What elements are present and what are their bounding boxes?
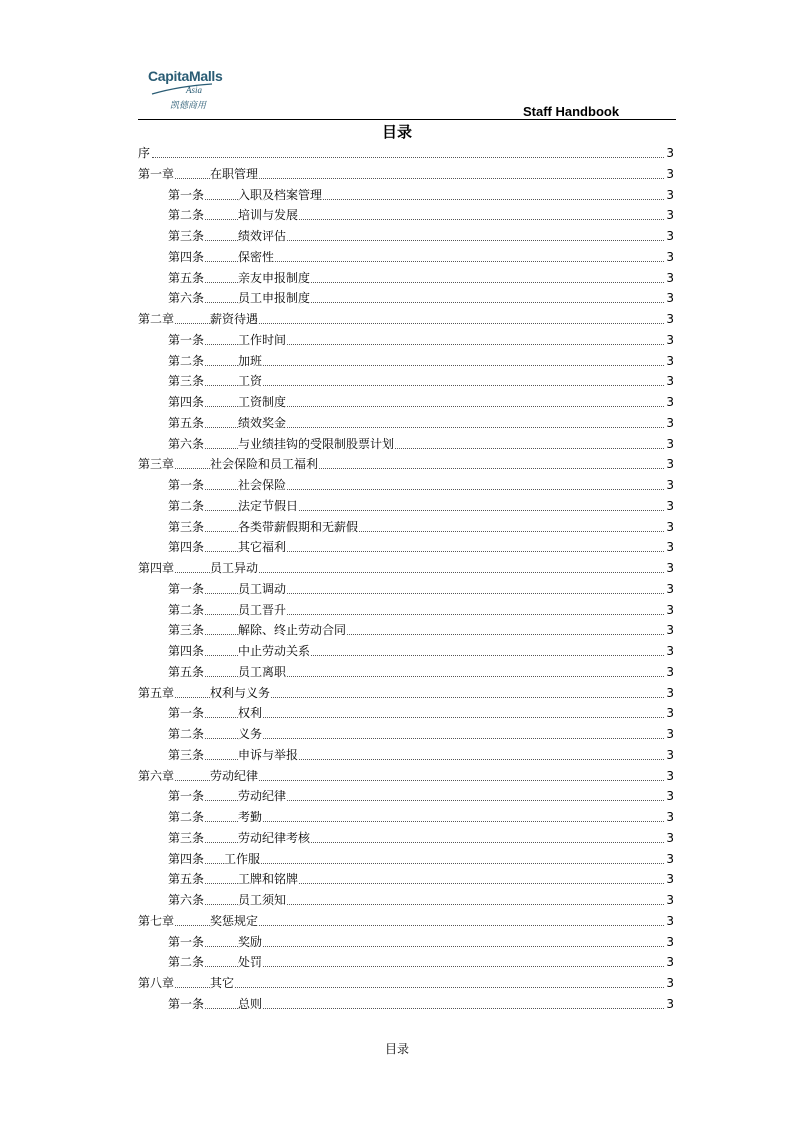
toc-entry[interactable] — [138, 392, 674, 413]
logo-sub-text: Asia — [186, 85, 203, 95]
toc-title: 目录 — [381, 123, 412, 141]
toc-entry-page: 3 — [666, 247, 674, 268]
toc-entry-label: 员工调动 — [238, 579, 287, 600]
toc-entry-page: 3 — [666, 205, 674, 226]
toc-entry-page: 3 — [666, 537, 674, 558]
toc-entry[interactable] — [138, 786, 674, 807]
toc-entry-page: 3 — [666, 973, 674, 994]
toc-entry-number: 第一条 — [168, 994, 205, 1015]
toc-entry[interactable] — [138, 952, 674, 973]
toc-entry-label: 劳动纪律 — [238, 786, 287, 807]
toc-entry-number: 第二条 — [168, 952, 205, 973]
toc-entry-label: 工资 — [238, 371, 263, 392]
toc-entry-page: 3 — [666, 454, 674, 475]
toc-entry[interactable] — [138, 869, 674, 890]
toc-entry[interactable] — [138, 475, 674, 496]
toc-entry[interactable] — [138, 849, 674, 870]
toc-entry-number: 第五条 — [168, 662, 205, 683]
toc-entry-label: 绩效评估 — [238, 226, 287, 247]
toc-entry-label: 总则 — [238, 994, 263, 1015]
toc-entry[interactable] — [138, 641, 674, 662]
logo-brand-text: CapitaMalls — [148, 68, 223, 84]
toc-entry-label: 薪资待遇 — [210, 309, 259, 330]
toc-entry-number: 第五条 — [168, 268, 205, 289]
toc-entry-page: 3 — [666, 994, 674, 1015]
toc-entry-number: 第三条 — [168, 517, 205, 538]
toc-entry-page: 3 — [666, 434, 674, 455]
toc-entry-number: 第六章 — [138, 766, 175, 787]
toc-entry-label: 奖励 — [238, 932, 263, 953]
toc-entry-page: 3 — [666, 703, 674, 724]
toc-entry[interactable] — [138, 683, 674, 704]
toc-entry-number: 第一条 — [168, 330, 205, 351]
toc-entry[interactable] — [138, 247, 674, 268]
toc-entry-number: 第四章 — [138, 558, 175, 579]
toc-entry[interactable] — [138, 766, 674, 787]
toc-entry-number: 第八章 — [138, 973, 175, 994]
toc-entry-page: 3 — [666, 579, 674, 600]
company-logo — [148, 68, 223, 114]
toc-entry-label: 培训与发展 — [238, 205, 299, 226]
toc-entry[interactable] — [138, 371, 674, 392]
toc-entry-page: 3 — [666, 496, 674, 517]
toc-entry-label: 其它 — [210, 973, 235, 994]
toc-entry[interactable] — [138, 268, 674, 289]
toc-entry[interactable] — [138, 724, 674, 745]
toc-entry-page: 3 — [666, 475, 674, 496]
toc-entry-page: 3 — [666, 413, 674, 434]
toc-entry-number: 第五条 — [168, 869, 205, 890]
toc-entry-page: 3 — [666, 268, 674, 289]
toc-entry[interactable] — [138, 454, 674, 475]
toc-entry-page: 3 — [666, 226, 674, 247]
toc-entry-page: 3 — [666, 641, 674, 662]
toc-entry[interactable] — [138, 932, 674, 953]
toc-entry-label: 各类带薪假期和无薪假 — [238, 517, 359, 538]
toc-entry[interactable] — [138, 911, 674, 932]
toc-entry-number: 第六条 — [168, 434, 205, 455]
toc-entry[interactable] — [138, 807, 674, 828]
toc-leader-dots — [152, 157, 664, 158]
toc-entry-label: 劳动纪律 — [210, 766, 259, 787]
toc-entry-number: 第五条 — [168, 413, 205, 434]
toc-entry-label: 入职及档案管理 — [238, 185, 323, 206]
toc-entry-label: 工牌和铭牌 — [238, 869, 299, 890]
page-footer: 目录 — [384, 1042, 409, 1056]
toc-entry-label: 序 — [138, 143, 151, 164]
toc-entry-label: 工资制度 — [238, 392, 287, 413]
toc-entry-number: 第二条 — [168, 807, 205, 828]
toc-entry-label: 员工异动 — [210, 558, 259, 579]
toc-entry-label: 申诉与举报 — [238, 745, 299, 766]
logo-swoosh-icon — [150, 82, 214, 98]
toc-entry-number: 第三条 — [168, 828, 205, 849]
toc-entry-number: 第三条 — [168, 620, 205, 641]
toc-entry-number: 第一条 — [168, 475, 205, 496]
toc-entry[interactable] — [138, 600, 674, 621]
toc-entry-page: 3 — [666, 558, 674, 579]
toc-entry[interactable] — [138, 143, 674, 164]
header-rule — [138, 119, 676, 120]
toc-entry-number: 第四条 — [168, 641, 205, 662]
toc-entry[interactable] — [138, 994, 674, 1015]
toc-entry-number: 第三条 — [168, 226, 205, 247]
toc-entry[interactable] — [138, 828, 674, 849]
toc-entry-label: 社会保险和员工福利 — [210, 454, 319, 475]
toc-entry-label: 亲友申报制度 — [238, 268, 311, 289]
toc-entry-number: 第三条 — [168, 371, 205, 392]
toc-entry-page: 3 — [666, 185, 674, 206]
toc-entry-page: 3 — [666, 745, 674, 766]
toc-entry-page: 3 — [666, 828, 674, 849]
toc-entry[interactable] — [138, 226, 674, 247]
toc-entry-label: 绩效奖金 — [238, 413, 287, 434]
toc-entry-label: 工作时间 — [238, 330, 287, 351]
toc-entry-number: 第一条 — [168, 185, 205, 206]
toc-entry-label: 员工晋升 — [238, 600, 287, 621]
toc-entry-number: 第六条 — [168, 890, 205, 911]
toc-entry-page: 3 — [666, 662, 674, 683]
toc-entry-number: 第一条 — [168, 703, 205, 724]
toc-entry-number: 第二条 — [168, 351, 205, 372]
toc-entry-number: 第五章 — [138, 683, 175, 704]
toc-entry-page: 3 — [666, 766, 674, 787]
toc-entry-page: 3 — [666, 371, 674, 392]
toc-entry-page: 3 — [666, 932, 674, 953]
toc-entry-page: 3 — [666, 786, 674, 807]
toc-entry[interactable] — [138, 496, 674, 517]
table-of-contents — [138, 143, 674, 1015]
toc-entry-number: 第一条 — [168, 579, 205, 600]
toc-entry-label: 员工申报制度 — [238, 288, 311, 309]
toc-entry-label: 权利与义务 — [210, 683, 271, 704]
toc-entry-page: 3 — [666, 807, 674, 828]
toc-entry-label: 义务 — [238, 724, 263, 745]
toc-entry-label: 劳动纪律考核 — [238, 828, 311, 849]
toc-entry-number: 第六条 — [168, 288, 205, 309]
toc-entry-label: 法定节假日 — [238, 496, 299, 517]
toc-entry-number: 第三条 — [168, 745, 205, 766]
toc-entry[interactable] — [138, 703, 674, 724]
toc-entry-label: 工作服 — [224, 849, 261, 870]
toc-entry-label: 员工离职 — [238, 662, 287, 683]
toc-entry[interactable] — [138, 890, 674, 911]
toc-entry-number: 第四条 — [168, 392, 205, 413]
toc-entry-number: 第一章 — [138, 164, 175, 185]
toc-entry-page: 3 — [666, 683, 674, 704]
toc-entry-label: 中止劳动关系 — [238, 641, 311, 662]
toc-entry[interactable] — [138, 351, 674, 372]
toc-entry-page: 3 — [666, 724, 674, 745]
toc-entry-number: 第一条 — [168, 786, 205, 807]
toc-entry-page: 3 — [666, 911, 674, 932]
toc-entry[interactable] — [138, 973, 674, 994]
toc-entry-number: 第三章 — [138, 454, 175, 475]
toc-entry-number: 第二条 — [168, 600, 205, 621]
toc-entry-label: 与业绩挂钩的受限制股票计划 — [238, 434, 395, 455]
toc-entry-number: 第二章 — [138, 309, 175, 330]
toc-entry[interactable] — [138, 205, 674, 226]
toc-entry[interactable] — [138, 558, 674, 579]
toc-entry[interactable] — [138, 164, 674, 185]
toc-entry[interactable] — [138, 413, 674, 434]
toc-entry-label: 其它福利 — [238, 537, 287, 558]
toc-entry-label: 员工须知 — [238, 890, 287, 911]
toc-entry[interactable] — [138, 537, 674, 558]
toc-entry-label: 处罚 — [238, 952, 263, 973]
toc-entry-number: 第二条 — [168, 205, 205, 226]
logo-chinese-text: 凯德商用 — [170, 101, 207, 111]
toc-entry-number: 第二条 — [168, 496, 205, 517]
toc-entry-page: 3 — [666, 164, 674, 185]
toc-entry[interactable] — [138, 185, 674, 206]
toc-entry-label: 社会保险 — [238, 475, 287, 496]
toc-entry-number: 第四条 — [168, 537, 205, 558]
toc-entry-page: 3 — [666, 869, 674, 890]
toc-entry[interactable] — [138, 579, 674, 600]
toc-entry-page: 3 — [666, 143, 674, 164]
toc-entry-label: 解除、终止劳动合同 — [238, 620, 347, 641]
toc-entry-number: 第二条 — [168, 724, 205, 745]
toc-entry[interactable] — [138, 330, 674, 351]
toc-entry[interactable] — [138, 309, 674, 330]
toc-entry-label: 保密性 — [238, 247, 275, 268]
toc-entry-number: 第四条 — [168, 849, 205, 870]
header-title: Staff Handbook — [523, 104, 620, 119]
toc-entry-page: 3 — [666, 309, 674, 330]
toc-entry-page: 3 — [666, 330, 674, 351]
toc-entry-number: 第一条 — [168, 932, 205, 953]
toc-entry-page: 3 — [666, 890, 674, 911]
toc-entry-label: 权利 — [238, 703, 263, 724]
toc-entry-label: 加班 — [238, 351, 263, 372]
toc-entry-page: 3 — [666, 620, 674, 641]
toc-entry-page: 3 — [666, 952, 674, 973]
toc-entry-page: 3 — [666, 392, 674, 413]
toc-entry-number: 第七章 — [138, 911, 175, 932]
toc-entry[interactable] — [138, 662, 674, 683]
toc-entry-label: 在职管理 — [210, 164, 259, 185]
toc-entry-label: 考勤 — [238, 807, 263, 828]
toc-entry[interactable] — [138, 745, 674, 766]
toc-entry[interactable] — [138, 517, 674, 538]
toc-entry-label: 奖惩规定 — [210, 911, 259, 932]
toc-entry-page: 3 — [666, 288, 674, 309]
toc-entry-page: 3 — [666, 600, 674, 621]
toc-entry-page: 3 — [666, 351, 674, 372]
toc-entry-number: 第四条 — [168, 247, 205, 268]
toc-entry-page: 3 — [666, 517, 674, 538]
toc-entry[interactable] — [138, 288, 674, 309]
toc-entry-page: 3 — [666, 849, 674, 870]
toc-entry[interactable] — [138, 434, 674, 455]
toc-entry[interactable] — [138, 620, 674, 641]
